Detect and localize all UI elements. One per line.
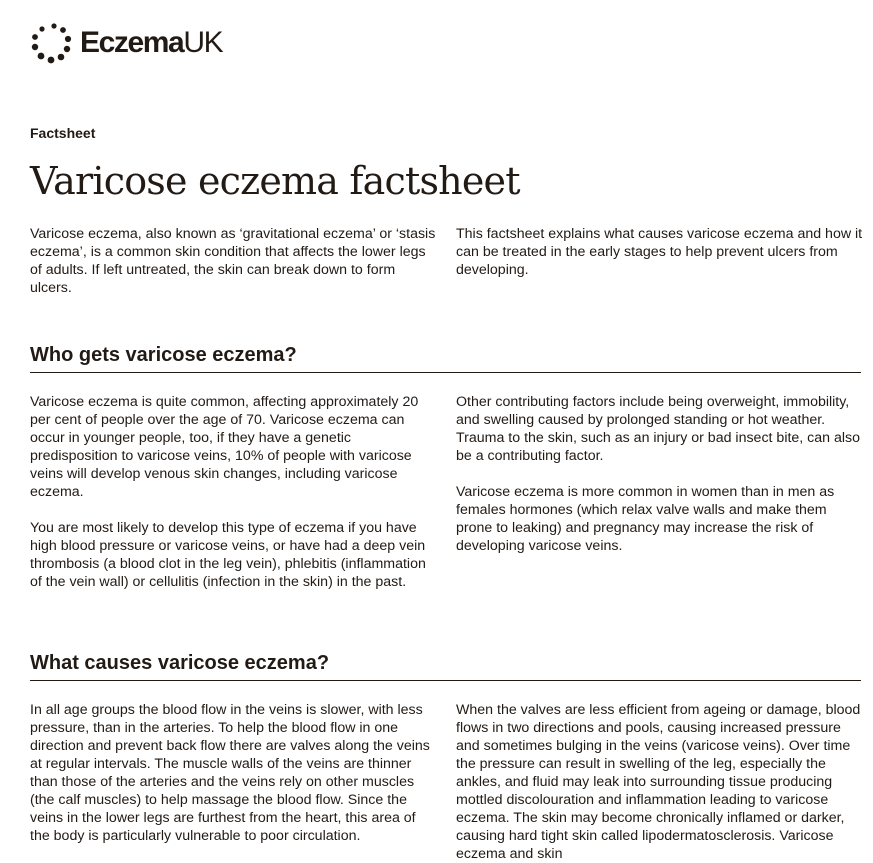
paragraph: Varicose eczema is more common in women than in men as females hormones (which relax valve walls and make them prone to leaking) and pregnancy may increase the risk of developing varicose veins.: [456, 484, 835, 554]
intro-left-paragraph: Varicose eczema, also known as ‘gravitational eczema’ or ‘stasis eczema’, is a common skin condition that affects the lower legs of adults. If left untreated, the skin can break down to form ulcers.: [30, 226, 436, 296]
intro-left-column: [30, 225, 438, 297]
paragraph: When the valves are less efficient from ageing or damage, blood flows in two directions and pools, causing increased pressure and sometimes bulging in the veins (varicose veins). Over time the pressure can result in swelling of the leg, especially the ankles, and fluid may leak into surrounding tissue producing mottled discolouration and inflammation leading to varicose eczema. The skin may become chronically inflamed or darker, causing hard tight skin called lipodermatosclerosis. Varicose eczema and skin: [456, 702, 861, 862]
brand-name: [80, 28, 222, 58]
paragraph: You are most likely to develop this type of eczema if you have high blood pressure or varicose veins, or have had a deep vein thrombosis (a blood clot in the leg vein), phlebitis (inflammation of the vein wall) or cellulitis (infection in the skin) in the past.: [30, 520, 426, 590]
section-heading-who-gets: Who gets varicose eczema?: [30, 344, 297, 366]
what-causes-right-column: [456, 701, 864, 863]
paragraph: In all age groups the blood flow in the veins is slower, with less pressure, than in the arteries. To help the blood flow in one direction and prevent back flow there are valves along the veins at regular intervals. The muscle walls of the veins are thinner than those of the arteries and the veins rely on other muscles (the calf muscles) to help massage the blood flow. Since the veins in the lower legs are furthest from the heart, this area of the body is particularly vulnerable to poor circulation.: [30, 702, 430, 844]
page-title: Varicose eczema factsheet: [30, 159, 520, 203]
paragraph: Varicose eczema is quite common, affecting approximately 20 per cent of people over the age of 70. Varicose eczema can occur in younger people, too, if they have a genetic predisposition to varicose veins, 10% of people with varicose veins will develop venous skin changes, including varicose eczema.: [30, 394, 419, 500]
dotted-circle-logo-icon: [30, 21, 74, 65]
paragraph: Other contributing factors include being overweight, immobility, and swelling caused by prolonged standing or hot weather. Trauma to the skin, such as an injury or bad insect bite, can also be a contributing factor.: [456, 394, 861, 464]
section-divider: [30, 372, 861, 373]
section-divider: [30, 680, 861, 681]
intro-right-paragraph: This factsheet explains what causes varicose eczema and how it can be treated in the early stages to help prevent ulcers from developing.: [456, 226, 863, 278]
who-gets-left-column: [30, 393, 438, 591]
brand-name-bold: Eczema: [80, 26, 184, 59]
who-gets-right-column: [456, 393, 864, 555]
intro-right-column: [456, 225, 864, 279]
brand-name-regular: UK: [183, 26, 223, 59]
doc-label: Factsheet: [30, 125, 96, 141]
eczema-uk-logo: [30, 22, 222, 64]
what-causes-left-column: [30, 701, 438, 845]
section-heading-what-causes: What causes varicose eczema?: [30, 652, 330, 674]
